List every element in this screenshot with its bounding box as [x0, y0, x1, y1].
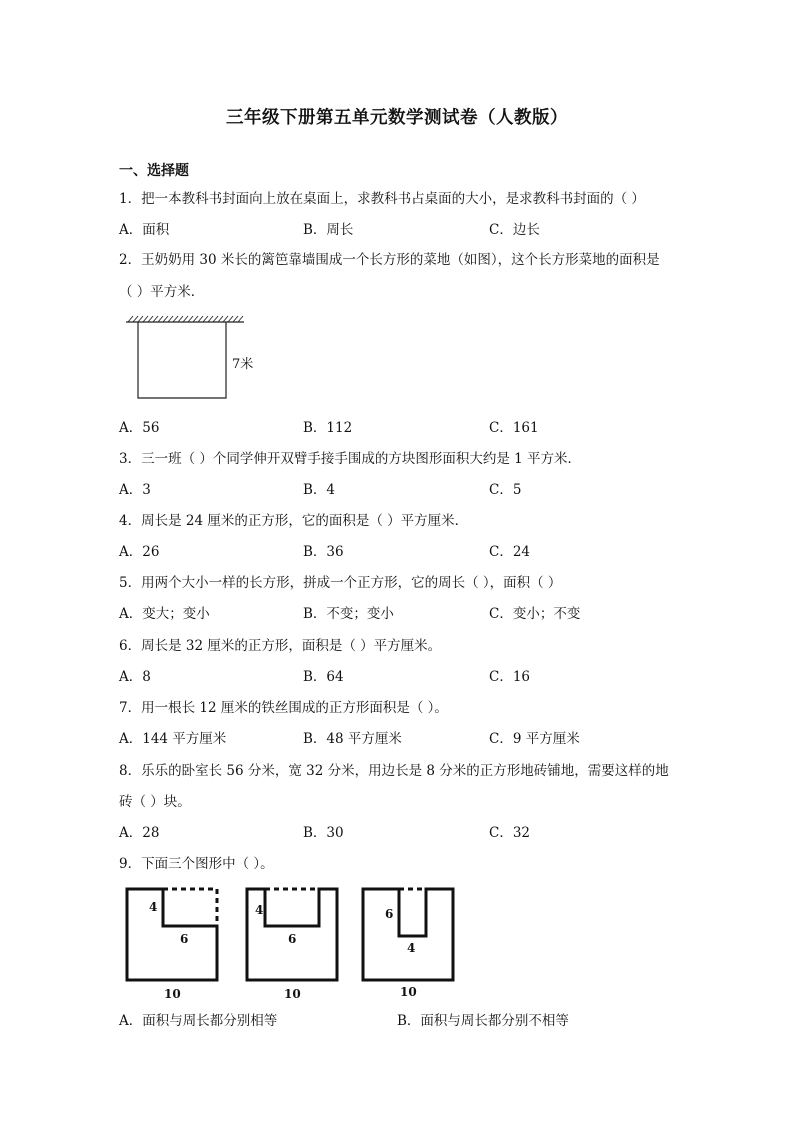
question-8-text: 8．乐乐的卧室长 56 分米，宽 32 分米，用边长是 8 分米的正方形地砖铺地，需要这样的地 [119, 763, 669, 779]
fence-rectangle-figure [120, 308, 280, 408]
figure-1-label-bottom: 10 [164, 987, 181, 1001]
question-8-text-cont: 砖（ ）块。 [119, 794, 191, 810]
question-9-text: 9．下面三个图形中（ ）。 [119, 856, 274, 872]
question-8-options [119, 821, 719, 841]
question-6-text: 6．周长是 32 厘米的正方形，面积是（ ）平方厘米。 [119, 638, 442, 654]
figure-1-label-top: 4 [149, 900, 158, 914]
question-3-text: 3．三一班（ ）个同学伸开双臂手接手围成的方块图形面积大约是 1 平方米． [119, 451, 582, 467]
page-title: 三年级下册第五单元数学测试卷（人教版） [226, 108, 568, 128]
option-a[interactable]: A．28 [119, 825, 160, 841]
option-b[interactable]: B．面积与周长都分别不相等 [397, 1013, 569, 1029]
question-4-text: 4．周长是 24 厘米的正方形，它的面积是（ ）平方厘米． [119, 513, 469, 529]
figure-3-label-side: 6 [385, 907, 394, 921]
option-c[interactable]: C．9 平方厘米 [489, 731, 580, 747]
figure-3-label-bottom-inner: 4 [407, 941, 416, 955]
option-c[interactable]: C．24 [489, 544, 531, 560]
option-a[interactable]: A．面积 [119, 222, 170, 238]
option-c[interactable]: C．5 [489, 482, 522, 498]
figure-3-label-bottom: 10 [400, 985, 417, 999]
option-b[interactable]: B．不变；变小 [303, 606, 394, 622]
option-a[interactable]: A．26 [119, 544, 160, 560]
figure-3 [354, 880, 474, 1004]
option-c[interactable]: C．161 [489, 420, 539, 436]
option-c[interactable]: C．16 [489, 669, 531, 685]
option-b[interactable]: B．周长 [303, 222, 354, 238]
figure-1-label-mid: 6 [180, 932, 189, 946]
option-a[interactable]: A．8 [119, 669, 151, 685]
option-b[interactable]: B．36 [303, 544, 344, 560]
option-a[interactable]: A．面积与周长都分别相等 [119, 1013, 278, 1029]
question-2-text: 2．王奶奶用 30 米长的篱笆靠墙围成一个长方形的菜地（如图），这个长方形菜地的面积是 [119, 252, 660, 268]
figure-2-label-top: 4 [255, 903, 264, 917]
figure-2 [238, 880, 358, 1004]
option-b[interactable]: B．64 [303, 669, 344, 685]
question-7-text: 7．用一根长 12 厘米的铁丝围成的正方形面积是（ ）。 [119, 700, 448, 716]
option-a[interactable]: A．144 平方厘米 [119, 731, 227, 747]
option-b[interactable]: B．30 [303, 825, 344, 841]
question-6-options [119, 665, 719, 685]
option-b[interactable]: B．112 [303, 420, 353, 436]
option-a[interactable]: A．3 [119, 482, 151, 498]
question-3-options [119, 478, 719, 498]
question-5-text: 5．用两个大小一样的长方形，拼成一个正方形，它的周长（ ），面积（ ） [119, 575, 562, 591]
option-c[interactable]: C．32 [489, 825, 531, 841]
question-1-text: 1．把一本教科书封面向上放在桌面上，求教科书占桌面的大小，是求教科书封面的（ ） [119, 191, 645, 207]
figure-2-label-mid: 6 [288, 932, 297, 946]
question-9-options [119, 1009, 719, 1029]
question-1-options [119, 218, 719, 238]
figure-1 [118, 880, 238, 1004]
option-b[interactable]: B．48 平方厘米 [303, 731, 402, 747]
option-a[interactable]: A．56 [119, 420, 160, 436]
option-a[interactable]: A．变大；变小 [119, 606, 210, 622]
question-5-options [119, 602, 719, 622]
option-b[interactable]: B．4 [303, 482, 336, 498]
question-7-options [119, 727, 719, 747]
question-4-options [119, 540, 719, 560]
question-2-text-cont: （ ）平方米． [119, 284, 205, 300]
figure-label-7m: 7米 [232, 357, 254, 372]
option-c[interactable]: C．变小；不变 [489, 606, 581, 622]
section-heading: 一、选择题 [119, 163, 189, 179]
question-2-options [119, 416, 719, 436]
figure-2-label-bottom: 10 [284, 987, 301, 1001]
option-c[interactable]: C．边长 [489, 222, 540, 238]
